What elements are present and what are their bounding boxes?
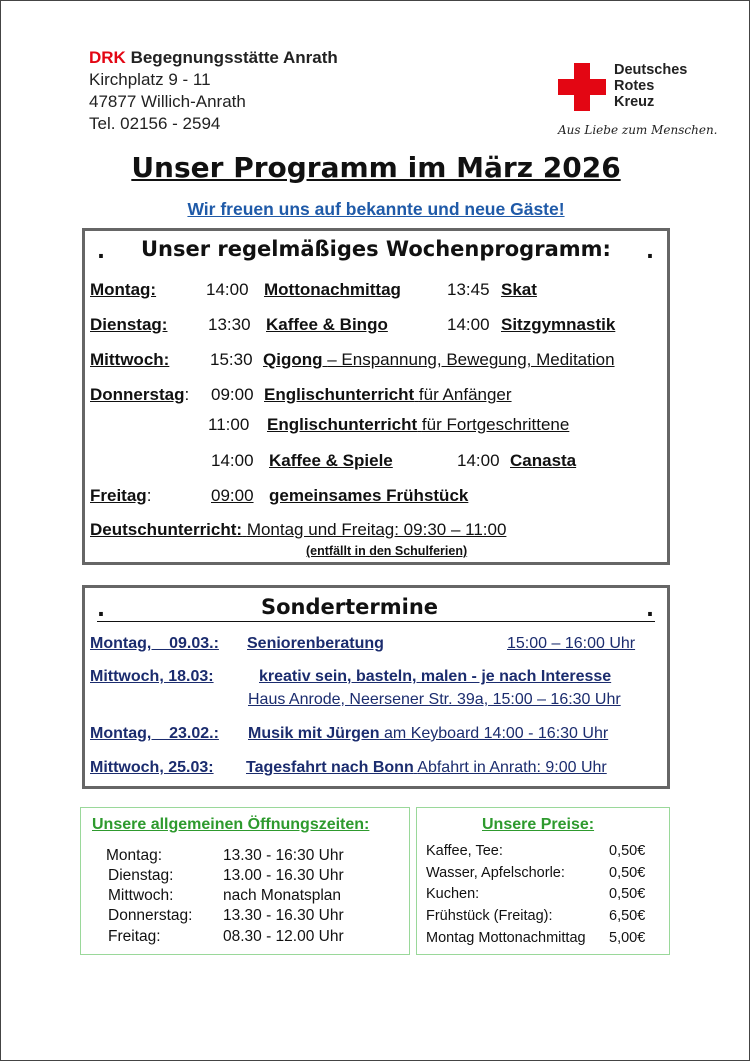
page-subtitle: Wir freuen uns auf bekannte und neue Gäste! [187,199,565,219]
day-wednesday: Mittwoch: [90,350,170,369]
price-item: Wasser, Apfelschorle: [426,865,565,881]
price-item: Kaffee, Tee: [426,843,503,859]
opening-hours-heading: Unsere allgemeinen Öffnungszeiten: [92,816,370,833]
special-heading-dot-right: . [646,597,654,621]
thursday-event-2-desc: für Fortgeschrittene [421,415,570,434]
day-friday-colon: : [146,486,152,505]
special-1-title: Seniorenberatung [247,635,384,652]
thursday-time-3: 14:00 [211,451,254,470]
thursday-event-4: Canasta [510,451,577,470]
monday-time-1: 14:00 [206,280,249,299]
monday-event-2: Skat [501,280,537,299]
special-heading-underline [97,621,655,622]
address-city: 47877 Willich-Anrath [89,92,246,111]
wednesday-event-1-desc: – Enspannung, Bewegung, Meditation [327,350,615,369]
day-thursday-colon: : [184,385,190,404]
special-4-line [246,759,607,777]
day-thursday-line [90,385,189,405]
weekly-heading-dot-right: . [646,239,654,263]
red-cross-icon [558,63,606,111]
address-street: Kirchplatz 9 - 11 [89,70,211,89]
weekly-heading-dot-left: . [97,239,105,263]
thursday-event-1-desc: für Anfänger [418,385,512,404]
tuesday-time-2: 14:00 [447,315,490,334]
hours-time: 13.30 - 16:30 Uhr [223,847,344,864]
price-value: 5,00€ [609,930,646,946]
tuesday-event-1: Kaffee & Bingo [266,315,388,334]
tuesday-event-2: Sitzgymnastik [501,315,616,334]
special-2-title: kreativ sein, basteln, malen - je nach Interesse [259,668,612,685]
price-item: Kuchen: [426,886,480,902]
weekly-heading: Unser regelmäßiges Wochenprogramm: [141,237,611,261]
price-value: 0,50€ [609,865,646,881]
hours-time: 13.00 - 16.30 Uhr [223,867,344,884]
thursday-time-4: 14:00 [457,451,500,470]
day-thursday: Donnerstag [90,385,185,404]
hours-time: 08.30 - 12.00 Uhr [223,928,344,945]
org-name: Begegnungsstätte Anrath [130,48,338,67]
wednesday-event-1: Qigong [263,350,323,369]
hours-time: nach Monatsplan [223,887,342,904]
special-4-date: Mittwoch, 25.03: [90,759,214,776]
day-monday: Montag: [90,280,157,299]
thursday-event-3: Kaffee & Spiele [269,451,393,470]
hours-day: Mittwoch: [108,887,174,904]
day-friday-line [90,486,151,506]
logo-line-2: Rotes [614,78,655,94]
special-2-location: Haus Anrode, Neersener Str. 39a, 15:00 – 16:30 Uhr [248,691,621,708]
tuesday-time-1: 13:30 [208,315,251,334]
thursday-event-1-line [264,385,512,405]
wednesday-event-1-line [263,350,615,370]
german-lessons-schedule: Montag und Freitag: 09:30 – 11:00 [246,520,507,539]
special-4-title: Tagesfahrt nach Bonn [246,759,414,776]
thursday-event-2-line [267,415,569,435]
thursday-event-1: Englischunterricht [264,385,415,404]
drk-label: DRK [89,48,126,67]
price-item: Montag Mottonachmittag [426,930,586,946]
german-lessons-note: (entfällt in den Schulferien) [306,544,468,558]
logo-slogan: Aus Liebe zum Menschen. [558,123,718,137]
hours-day: Freitag: [108,928,161,945]
thursday-event-2: Englischunterricht [267,415,418,434]
special-3-date: Montag, 23.02.: [90,725,219,742]
phone-number: Tel. 02156 - 2594 [89,114,221,133]
thursday-time-1: 09:00 [211,385,254,404]
friday-event-1: gemeinsames Frühstück [269,486,469,505]
wednesday-time-1: 15:30 [210,350,253,369]
special-1-date: Montag, 09.03.: [90,635,219,652]
page-title: Unser Programm im März 2026 [131,151,621,184]
price-item: Frühstück (Freitag): [426,908,553,924]
friday-time-1: 09:00 [211,486,254,505]
special-4-details: Abfahrt in Anrath: 9:00 Uhr [417,759,607,776]
special-heading-dot-left: . [97,597,105,621]
special-3-line [248,725,608,743]
special-2-date: Mittwoch, 18.03: [90,668,214,685]
price-value: 0,50€ [609,886,646,902]
day-friday: Freitag [90,486,147,505]
logo-line-3: Kreuz [614,94,655,110]
thursday-time-2: 11:00 [208,415,250,434]
hours-day: Dienstag: [108,867,174,884]
special-1-time: 15:00 – 16:00 Uhr [507,635,636,652]
org-name-line [89,47,338,68]
hours-day: Donnerstag: [108,907,193,924]
hours-day: Montag: [106,847,163,864]
logo-line-1: Deutsches [614,62,688,78]
german-lessons-line [90,520,506,540]
monday-time-2: 13:45 [447,280,490,299]
special-3-details: am Keyboard 14:00 - 16:30 Uhr [384,725,609,742]
prices-heading: Unsere Preise: [482,816,595,833]
german-lessons-label: Deutschunterricht: [90,520,243,539]
special-heading: Sondertermine [261,595,439,619]
special-3-title: Musik mit Jürgen [248,725,380,742]
monday-event-1: Mottonachmittag [264,280,401,299]
price-value: 0,50€ [609,843,646,859]
price-value: 6,50€ [609,908,646,924]
day-tuesday: Dienstag: [90,315,168,334]
hours-time: 13.30 - 16.30 Uhr [223,907,344,924]
